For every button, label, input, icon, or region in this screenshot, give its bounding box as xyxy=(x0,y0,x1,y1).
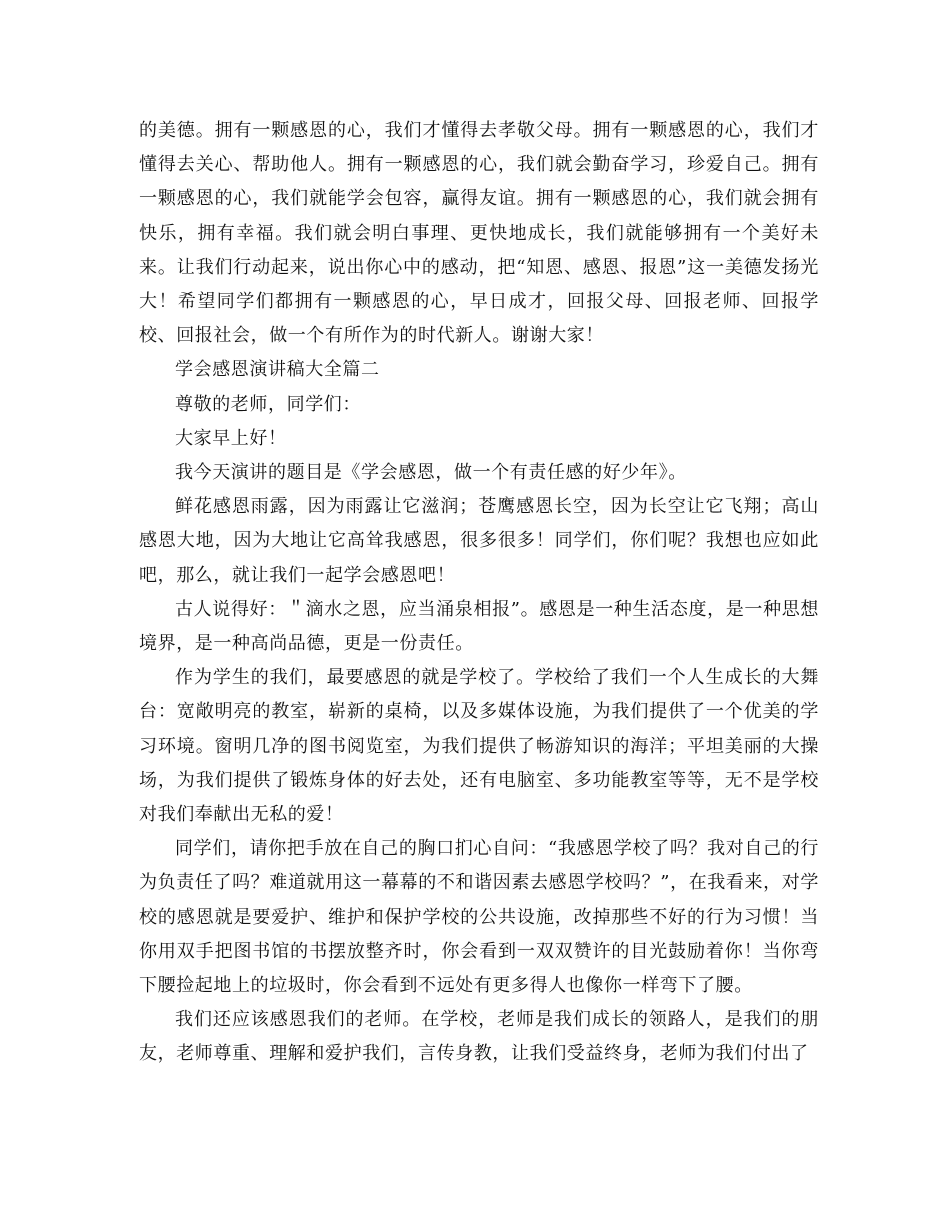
section-heading: 学会感恩演讲稿大全篇二 xyxy=(175,359,380,381)
salutation: 尊敬的老师，同学们： xyxy=(175,393,361,415)
paragraph-school: 作为学生的我们，最要感恩的就是学校了。学校给了我们一个人生成长的大舞台：宽敞明亮的教室，崭新的桌椅，以及多媒体设施，为我们提供了一个优美的学习环境。窗明几净的图书阅览室，为我们提供了畅游知识的海洋；平坦美丽的大操场，为我们提供了锻炼身体的好去处，还有电脑室、多功能教室等等，无不是学校对我们奉献出无私的爱！ xyxy=(139,667,819,826)
paragraph-nature: 鲜花感恩雨露，因为雨露让它滋润；苍鹰感恩长空，因为长空让它飞翔；高山感恩大地，因为大地让它高耸我感恩，很多很多！同学们，你们呢？我想也应如此吧，那么，就让我们一起学会感恩吧！ xyxy=(139,496,819,586)
speech-title-line: 我今天演讲的题目是《学会感恩，做一个有责任感的好少年》。 xyxy=(175,462,687,484)
paragraph-proverb: 古人说得好：＂滴水之恩，应当涌泉相报”。感恩是一种生活态度，是一种思想境界，是一种高尚品德，更是一份责任。 xyxy=(139,598,819,655)
greeting: 大家早上好！ xyxy=(175,427,287,449)
paragraph-teachers: 我们还应该感恩我们的老师。在学校，老师是我们成长的领路人，是我们的朋友，老师尊重、理解和爱护我们，言传身教，让我们受益终身，老师为我们付出了 xyxy=(139,1009,819,1065)
paragraph-closing: 的美德。拥有一颗感恩的心，我们才懂得去孝敬父母。拥有一颗感恩的心，我们才懂得去关心、帮助他人。拥有一颗感恩的心，我们就会勤奋学习，珍爱自己。拥有一颗感恩的心，我们就能学会包容，赢得友谊。拥有一颗感恩的心，我们就会拥有快乐，拥有幸福。我们就会明白事理、更快地成长，我们就能够拥有一个美好未来。让我们行动起来，说出你心中的感动，把“知恩、感恩、报恩”这一美德发扬光大！希望同学们都拥有一颗感恩的心，早日成才，回报父母、回报老师、回报学校、回报社会，做一个有所作为的时代新人。谢谢大家！ xyxy=(139,120,819,347)
document-body xyxy=(139,114,819,1072)
paragraph-self-reflection: 同学们，请你把手放在自己的胸口扪心自问：“我感恩学校了吗？我对自己的行为负责任了吗？难道就用这一幕幕的不和谐因素去感恩学校吗？”，在我看来，对学校的感恩就是要爱护、维护和保护学校的公共设施，改掉那些不好的行为习惯！当你用双手把图书馆的书摆放整齐时，你会看到一双双赞许的目光鼓励着你！当你弯下腰捡起地上的垃圾时，你会看到不远处有更多得人也像你一样弯下了腰。 xyxy=(139,838,819,997)
